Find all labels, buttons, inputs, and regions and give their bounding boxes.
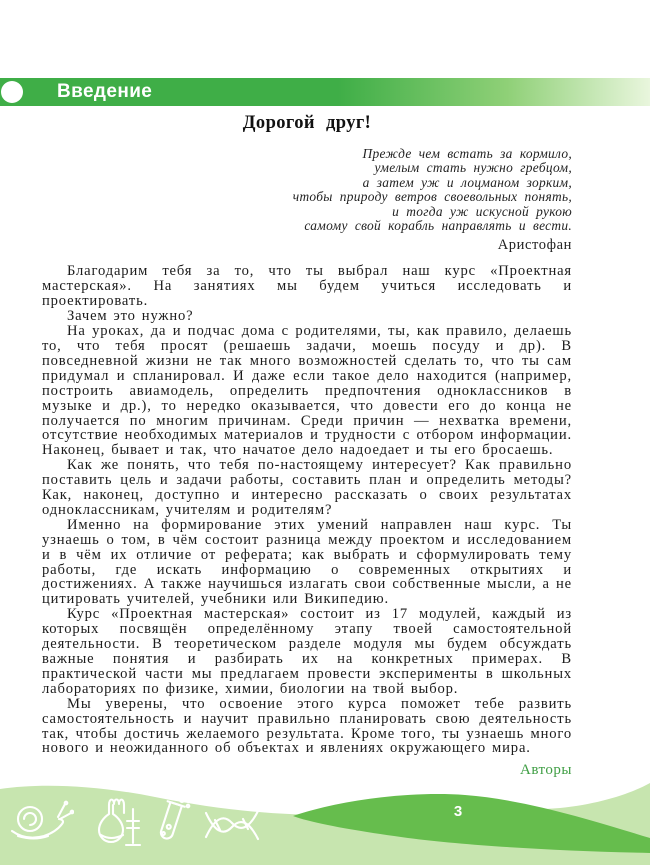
epigraph-line: Прежде чем встать за кормило,: [362, 146, 572, 161]
page-content: [42, 112, 572, 779]
chemistry-flask-icon: [92, 795, 144, 853]
test-tube-icon: [148, 795, 194, 851]
page-footer: [0, 783, 650, 865]
paragraph: Благодарим тебя за то, что ты выбрал наш курс «Проектная мастерская». На занятиях мы будем учиться исследовать и проектировать.: [42, 263, 572, 310]
authors-signature: Авторы: [520, 762, 572, 779]
paragraph: Как же понять, что тебя по-настоящему интересует? Как правильно поставить цель и задачи работы, составить план и определить методы? Как, наконец, доступно и интересно рассказать о своих результатах одноклассникам, учителям и родителям?: [42, 457, 572, 518]
epigraph: [42, 147, 572, 233]
epigraph-line: самому свой корабль направлять и вести.: [304, 218, 572, 234]
paragraph: Мы уверены, что освоение этого курса поможет тебе развить самостоятельность и научит правильно планировать свою деятельность так, чтобы достичь желаемого результата. Кроме того, ты узнаешь много нового и неожиданного об объектах и явлениях окружающего мира.: [42, 695, 572, 757]
body-paragraphs: [42, 264, 572, 756]
paragraph: На уроках, да и подчас дома с родителями, ты, как правило, делаешь то, что тебя просят (решаешь задачи, моешь посуду и др). В повседневной жизни не так много возможностей сделать то, что ты сам придумал и спланировал. И даже если такое дело находится (например, построить авиамодель, определить предпочтения одноклассников в музыке и др.), то нередко оказывается, что довести его до конца не получается по многим причинам. Среди причин — нехватка времени, отсутствие необходимых материалов и трудности с отбором информации. Наконец, бывает и так, что начатое дело надоедает и ты его бросаешь.: [42, 323, 572, 459]
page-title: Дорогой друг!: [242, 113, 372, 133]
epigraph-line: чтобы природу ветров своевольных понять,: [292, 189, 572, 205]
header-notch-decoration: [1, 81, 23, 103]
epigraph-line: умелым стать нужно гребцом,: [374, 160, 572, 176]
page-number: 3: [453, 803, 463, 820]
snail-icon: [8, 799, 74, 845]
chapter-header-band: [0, 78, 650, 106]
chapter-title: Введение: [57, 81, 153, 102]
epigraph-attribution: Аристофан: [497, 237, 572, 254]
epigraph-line: а затем уж и лоцманом зорким,: [362, 174, 572, 190]
paragraph: Курс «Проектная мастерская» состоит из 17 модулей, каждый из которых посвящён определённому этапу твоей самостоятельной деятельности. В теоретическом разделе модуля мы будем обсуждать важные понятия и разбирать их на конкретных примерах. В практической части мы предлагаем провести эксперименты в школьных лабораториях по физике, химии, биологии на твой выбор.: [42, 606, 572, 697]
dna-icon: [202, 805, 262, 847]
paragraph: Зачем это нужно?: [67, 308, 194, 325]
epigraph-line: и тогда уж искусной рукою: [392, 203, 572, 219]
paragraph: Именно на формирование этих умений направлен наш курс. Ты узнаешь о том, в чём состоит разница между проектом и исследованием и в чём их отличие от реферата; как выбрать и сформулировать тему работы, где искать информацию о современных открытиях и достижениях. А также научишься излагать свои собственные мысли, а не цитировать учителей, учебники или Википедию.: [42, 516, 572, 608]
